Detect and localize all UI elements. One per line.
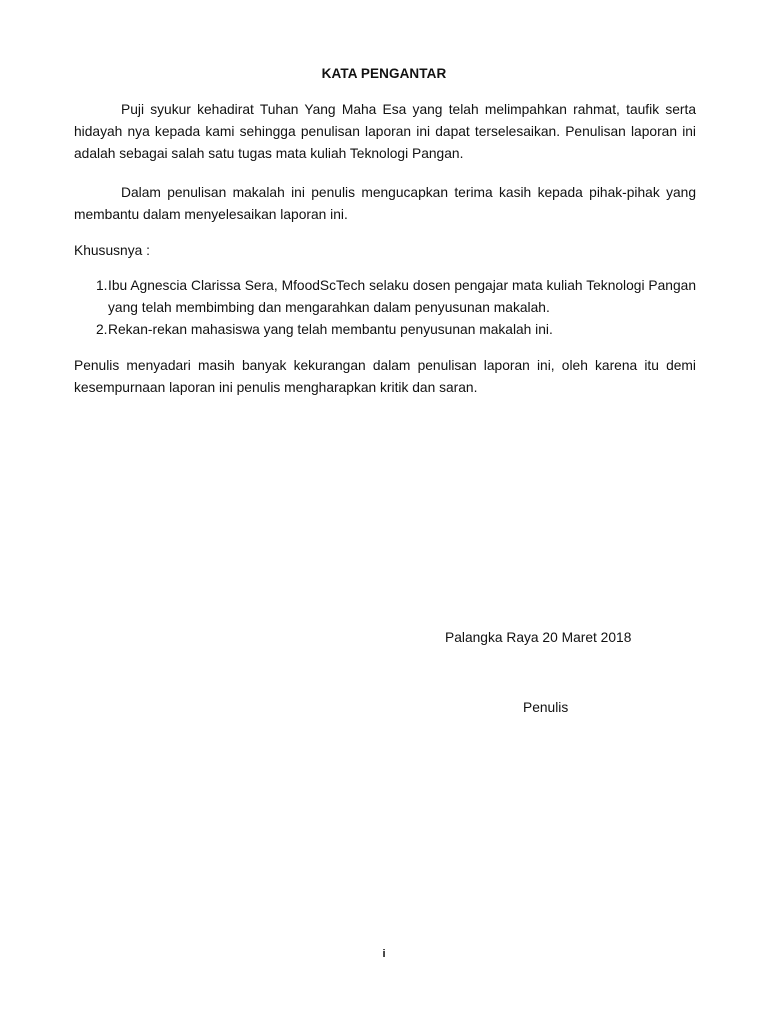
list-item-number: 1. xyxy=(96,278,108,293)
list-item-text: Rekan-rekan mahasiswa yang telah membantu penyusunan makalah ini. xyxy=(108,322,553,337)
signer-name: Penulis xyxy=(523,700,569,715)
closing-paragraph: Penulis menyadari masih banyak kekurangan dalam penulisan laporan ini, oleh karena itu demi kesempurnaan laporan ini penulis mengharapkan kritik dan saran. xyxy=(74,358,696,395)
list-item-text: Ibu Agnescia Clarissa Sera, MfoodScTech selaku dosen pengajar mata kuliah Teknologi Pangan yang telah membimbing dan mengarahkan dalam penyusunan makalah. xyxy=(108,278,696,315)
specifically-label: Khususnya : xyxy=(74,243,150,258)
list-item-number: 2. xyxy=(96,322,108,337)
acknowledgement-list xyxy=(74,275,696,341)
intro-paragraph: Puji syukur kehadirat Tuhan Yang Maha Esa yang telah melimpahkan rahmat, taufik serta hidayah nya kepada kami sehingga penulisan laporan ini dapat terselesaikan. Penulisan laporan ini adalah sebagai salah satu tugas mata kuliah Teknologi Pangan. xyxy=(74,102,696,161)
thanks-paragraph: Dalam penulisan makalah ini penulis mengucapkan terima kasih kepada pihak-pihak yang membantu dalam menyelesaikan laporan ini. xyxy=(74,185,696,222)
list-item xyxy=(74,319,696,341)
list-item xyxy=(74,275,696,319)
page-number: i xyxy=(382,948,386,960)
page-title: KATA PENGANTAR xyxy=(321,66,447,81)
place-date: Palangka Raya 20 Maret 2018 xyxy=(445,630,632,645)
